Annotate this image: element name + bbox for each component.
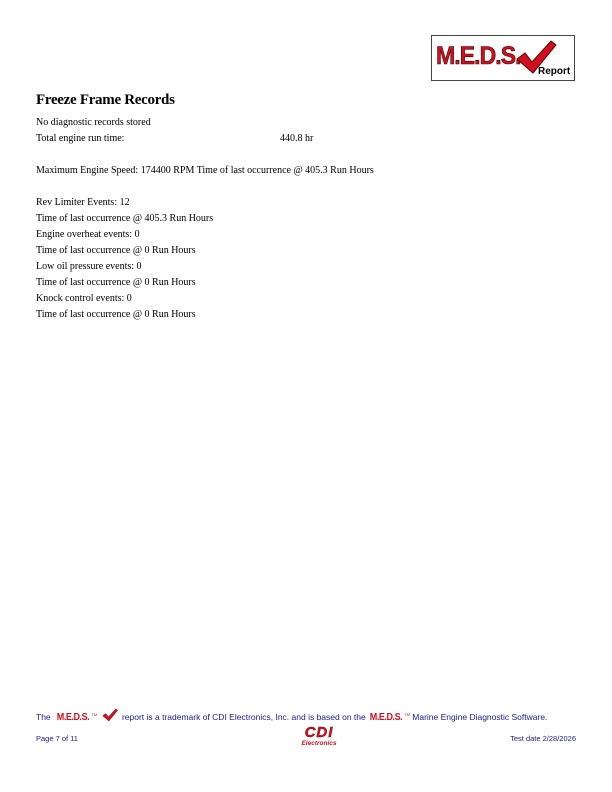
record-line: Engine overheat events: 0 bbox=[36, 229, 140, 240]
record-line: Time of last occurrence @ 0 Run Hours bbox=[36, 309, 196, 320]
record-line: Time of last occurrence @ 0 Run Hours bbox=[36, 245, 196, 256]
logo-report-text: Report bbox=[538, 66, 571, 77]
footer-end-text: Marine Engine Diagnostic Software. bbox=[412, 712, 548, 722]
footer-middle-text: report is a trademark of CDI Electronics, Inc. and is based on the bbox=[121, 712, 366, 722]
footer-tm: TM bbox=[404, 712, 410, 718]
record-line: Time of last occurrence @ 0 Run Hours bbox=[36, 277, 196, 288]
footer-trademark-line bbox=[36, 707, 581, 723]
footer-meds-logo: M.E.D.S. bbox=[57, 712, 90, 723]
meds-report-logo bbox=[431, 35, 575, 81]
record-line: Total engine run time: bbox=[36, 133, 125, 144]
record-line: Knock control events: 0 bbox=[36, 293, 132, 304]
record-line: Low oil pressure events: 0 bbox=[36, 261, 142, 272]
footer-the: The bbox=[36, 712, 51, 722]
page-title: Freeze Frame Records bbox=[36, 92, 175, 108]
record-line: Time of last occurrence @ 405.3 Run Hours bbox=[36, 213, 214, 224]
footer-tm: TM bbox=[91, 712, 98, 718]
record-line: No diagnostic records stored bbox=[36, 117, 151, 128]
checkmark-icon bbox=[102, 707, 118, 723]
test-date: Test date 2/28/2026 bbox=[510, 734, 576, 743]
cdi-logo-mark: CDI bbox=[304, 724, 334, 741]
total-run-time-value: 440.8 hr bbox=[280, 133, 314, 144]
record-line: Maximum Engine Speed: 174400 RPM Time of last occurrence @ 405.3 Run Hours bbox=[36, 165, 374, 176]
cdi-electronics-logo bbox=[291, 726, 347, 748]
page-number: Page 7 of 11 bbox=[36, 734, 78, 743]
logo-meds-text: M.E.D.S. bbox=[436, 42, 521, 70]
cdi-logo-subtext: Electronics bbox=[301, 740, 337, 747]
record-line: Rev Limiter Events: 12 bbox=[36, 197, 130, 208]
footer-meds-logo: M.E.D.S. bbox=[369, 712, 403, 723]
